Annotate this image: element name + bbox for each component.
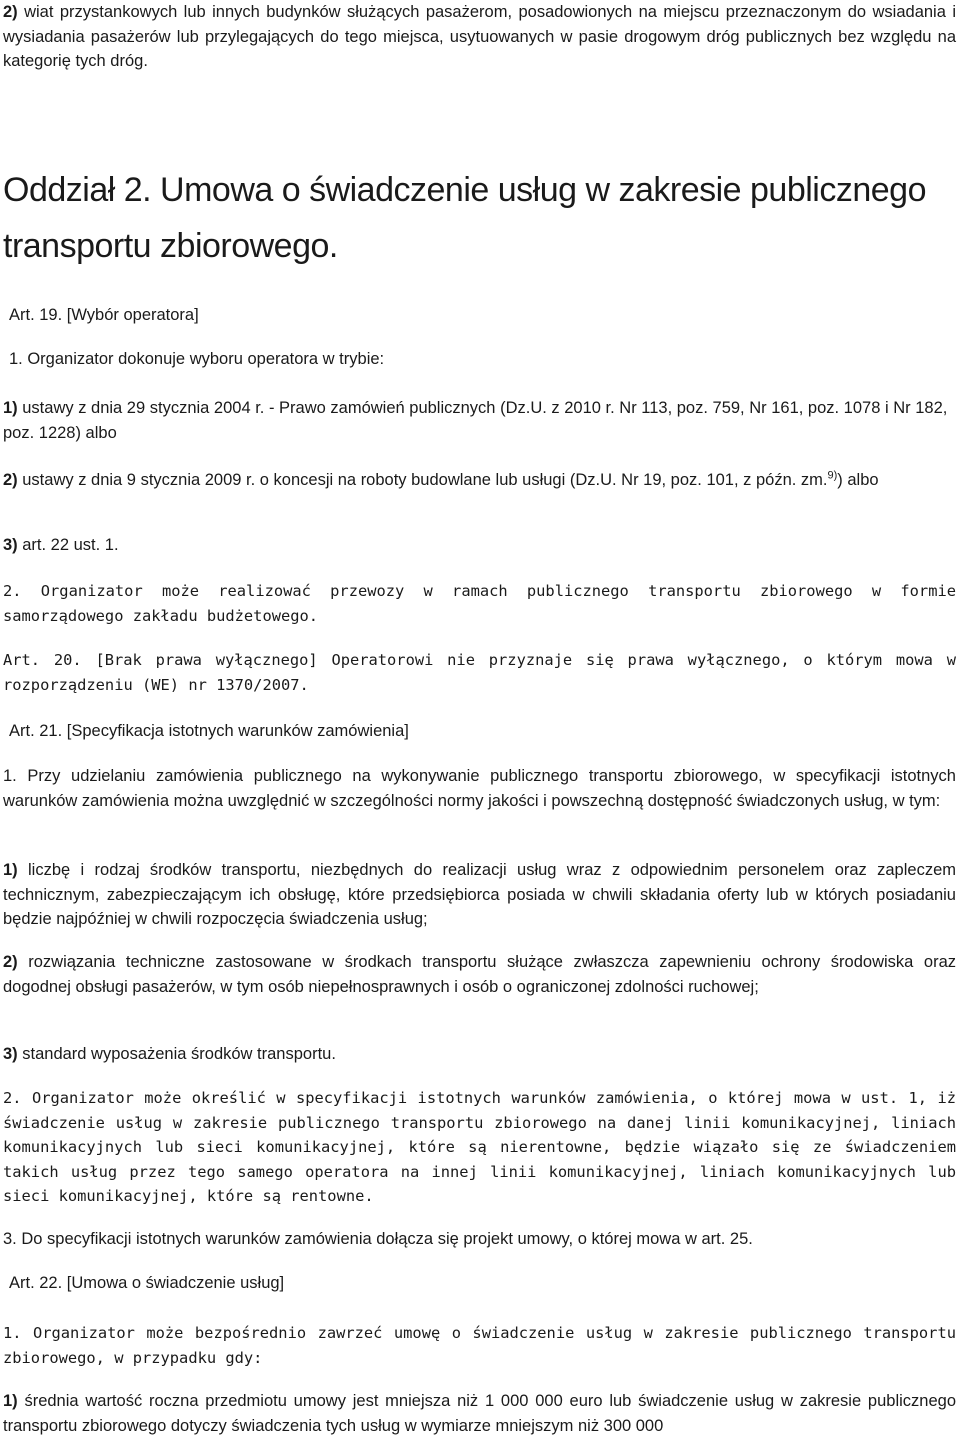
item-text-tail: ) albo [837,471,879,489]
art21-paragraph-3: 3. Do specyfikacji istotnych warunków zamówienia dołącza się projekt umowy, o której mowa w art. 25. [3,1230,753,1248]
list-number: 1) [3,861,18,879]
item-text: ustawy z dnia 29 stycznia 2004 r. - Prawo zamówień publicznych (Dz.U. z 2010 r. Nr 113, poz. 759, Nr 161, poz. 1078 i Nr 182, poz. 1228) albo [3,399,948,442]
list-number: 3) [3,536,18,554]
item-text: rozwiązania techniczne zastosowane w środkach transportu służące zwłaszcza zapewnieniu ochrony środowiska oraz dogodnej obsługi pasażerów, w tym osób niepełnosprawnych i osób o ograniczonej zdolności ruchowej; [3,953,956,996]
item-text: standard wyposażenia środków transportu. [17,1045,336,1063]
art19-paragraph-2: 2. Organizator może realizować przewozy w ramach publicznego transportu zbiorowego w formie samorządowego zakładu budżetowego. [3,582,956,625]
art22-item-1 [3,1389,956,1436]
art19-item-2 [3,468,956,493]
list-number: 1) [3,1392,18,1410]
footnote-ref: 9) [827,469,838,482]
list-number: 3) [3,1045,18,1063]
art20-paragraph: Art. 20. [Brak prawa wyłącznego] Operatorowi nie przyznaje się prawa wyłącznego, o którym mowa w rozporządzeniu (WE) nr 1370/2007. [3,651,956,694]
art21-item-2 [3,950,956,999]
art21-item-1 [3,858,956,932]
section-heading: Oddział 2. Umowa o świadczenie usług w zakresie publicznego transportu zbiorowego. [3,171,926,265]
list-number: 2) [3,471,18,489]
art21-paragraph-2: 2. Organizator może określić w specyfikacji istotnych warunków zamówienia, o której mowa w ust. 1, iż świadczenie usług w zakresie publicznego transportu zbiorowego na danej linii komunikacyjnej, liniach komunikacyjnych lub sieci komunikacyjnej, które są nierentowne, będzie wiązało się ze świadczeniem takich usług przez tego samego operatora na innej linii komunikacyjnej, liniach komunikacyjnych lub sieci komunikacyjnej, które są rentowne. [3,1089,956,1205]
item-text: średnia wartość roczna przedmiotu umowy jest mniejsza niż 1 000 000 euro lub świadczenie usług w zakresie publicznego transportu zbiorowego dotyczy świadczenia tych usług w wymiarze mniejszym niż 300 000 [3,1392,956,1435]
list-number: 1) [3,399,18,417]
item-text: liczbę i rodzaj środków transportu, niezbędnych do realizacji usług wraz z odpowiednim personelem oraz zapleczem technicznym, zabezpieczającym ich obsługę, które przedsiębiorca posiada w chwili składania oferty lub w których posiadaniu będzie najpóźniej w chwili rozpoczęcia świadczenia usług; [3,861,956,928]
list-number: 2) [3,3,18,21]
art19-item-3 [3,533,956,558]
art22-title: Art. 22. [Umowa o świadczenie usług] [9,1274,285,1292]
art19-item-1 [3,396,956,445]
paragraph-text: wiat przystankowych lub innych budynków służących pasażerom, posadowionych na miejscu przeznaczonym do wsiadania i wysiadania pasażerów lub przylegających do tego miejsca, usytuowanych w pasie drogowym dróg publicznych bez względu na kategorię tych dróg. [3,3,956,70]
art22-paragraph-1: 1. Organizator może bezpośrednio zawrzeć umowę o świadczenie usług w zakresie publicznego transportu zbiorowego, w przypadku gdy: [3,1324,956,1367]
list-number: 2) [3,953,18,971]
item-text: art. 22 ust. 1. [17,536,119,554]
art21-title: Art. 21. [Specyfikacja istotnych warunków zamówienia] [9,722,409,740]
item-text: ustawy z dnia 9 stycznia 2009 r. o koncesji na roboty budowlane lub usługi (Dz.U. Nr 19, poz. 101, z późn. zm. [17,471,828,489]
art21-item-3 [3,1042,956,1067]
art21-paragraph-1: 1. Przy udzielaniu zamówienia publicznego na wykonywanie publicznego transportu zbiorowego, w specyfikacji istotnych warunków zamówienia można uwzględnić w szczególności normy jakości i powszechną dostępność świadczonych usług, w tym: [3,767,956,810]
art19-paragraph-1: 1. Organizator dokonuje wyboru operatora w trybie: [9,350,385,368]
art19-title: Art. 19. [Wybór operatora] [9,306,199,324]
intro-paragraph [3,0,956,74]
